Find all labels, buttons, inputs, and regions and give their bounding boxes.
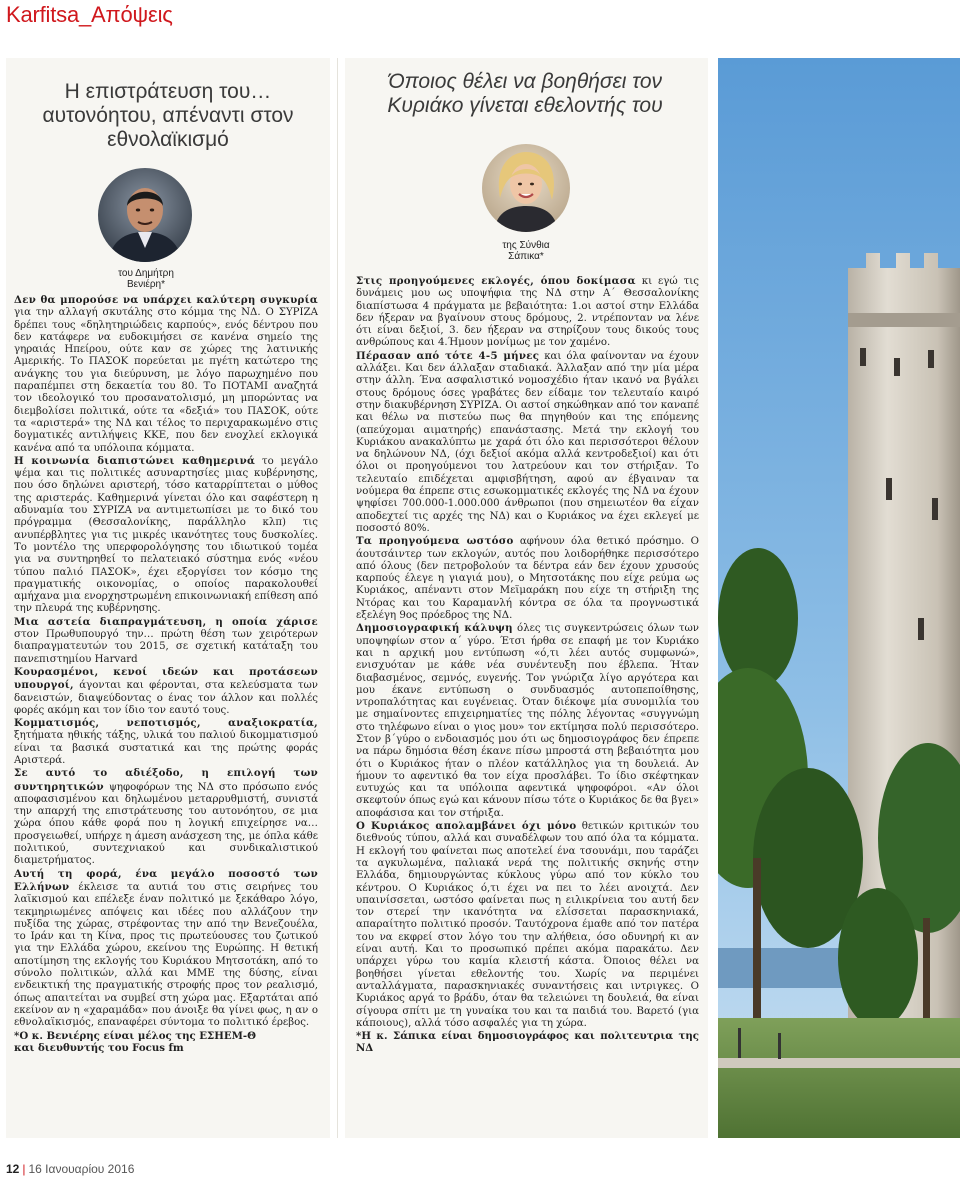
paragraph-lead: Κουρασμένοι, κενοί ιδεών και προτάσεων υπουργοί, (14, 665, 318, 692)
paragraph (14, 294, 318, 455)
byline-author: Βενιέρη* (127, 279, 165, 290)
paragraph-text: για την αλλαγή σκυτάλης στο κόμμα της ΝΔ. Ο ΣΥΡΙΖΑ δρέπει τους «δηλητηριώδεις καρπούς», ενός δέντρου που δεν κατάφερε να ευδοκιμήσει σε κανένα σημείο της γηραιάς Ηπείρου, ούτε καν σε χώρες της λατινικής Αμερικής. Το ΠΑΣΟΚ πορεύεται με πγέτη κατώτερο της ανάγκης του για διεύρυνση, με λόγο παρωχημένο που παραπέμπει στη δεκαετία του 80. Το ΠΟΤΑΜΙ αναζητά τον ιδεολογικό του προσανατολισμό, μη μπορώντας να διεμβολίσει πολιτικά, ούτε τα «δεξιά» του ΠΑΣΟΚ, ούτε τα «αριστερά» της ΝΔ και τέλος το περιχαρακωμένο στις δογματικές αντιλήψεις ΚΚΕ, που δεν ενοχλεί εκλογικά κανένα από τα υπόλοιπα κόμματα. (14, 307, 318, 454)
issue-date: 16 Ιανουαρίου 2016 (28, 1162, 135, 1176)
paragraph-lead: Δεν θα μπορούσε να υπάρχει καλύτερη συγκυρία (14, 294, 318, 306)
paragraph-lead: Αυτή τη φορά, ένα μεγάλο ποσοστό των Ελλήνων (14, 867, 318, 893)
left-article-headline: Η επιστράτευση του… αυτονόητου, απέναντι στον εθνολαϊκισμό (42, 80, 294, 151)
paragraph-text: ξητήματα ηθικής τάξης, υλικά του παλιού δικομματισμού είναι τα βασικά συστατικά και της πρώτης φοράς Αριστερά. (14, 730, 318, 766)
page-number: 12 (6, 1162, 20, 1176)
middle-article-body (356, 275, 699, 1055)
paragraph-lead: Κομματισμός, νεποτισμός, αναξιοκρατία, (14, 717, 318, 730)
paragraph (14, 455, 318, 616)
paragraph (356, 820, 699, 1030)
paragraph (14, 868, 318, 1030)
footer-separator: | (22, 1162, 26, 1176)
paragraph (14, 666, 318, 717)
paragraph-text: κι εγώ τις δυνάμεις μου ως υποψήφια της ΝΔ στην Α΄ Θεσσαλονίκης διαπίστωσα 4 πράγματα με βεβαιότητα: 1.οι αστοί στην Ελλάδα δεν ήξεραν να βγαίνουν στους δρόμους, 2. ντρέπονταν να λένε ότι είναι δεξιοί, 3. δεν ήξεραν να στηρίζουν τους δικούς τους ανθρώπους και 4.Ήμουν μονίμως με τον χαμένο. (356, 276, 699, 349)
paragraph-text: θετικών κριτικών του διεθνούς τύπου, αλλά και συναδέλφων του από όλα τα κόμματα. Η εκλογή του φαίνεται πως αποτελεί ένα τσουνάμι, που ταράζει τα αγκυλωμένα, παλιακά νερά της πολιτικής σκηνής στην Ελλάδα, δημιουργώντας κύκλους γύρω από τον κύκλο του κέντρου. Ο Κυριάκος ό,τι έχει να πει το λέει ανοιχτά. Δεν υπαινίσσεται, ωστόσο φαίνεται πως η ειλικρίνεια του αυτή δεν τον στερεί την ικανότητα να ελίσσεται παρασκηνιακά, απαραίτητο πολιτικό προσόν. Ταυτόχρονα έμαθε από τον πατέρα του να εκφρεί στον λόγο του την αλήθεια, όσο οδυνηρή κι αν είναι αυτή. Και το προσωπικό πρέπει ακόμα παρακάτω. Δεν υπάρχει γύρω του καμία κλειστή κάστα. Όποιος θέλει να βοηθήσει γίνεται εθελοντής του. Χωρίς να περιμένει ανταλλάγματα, παρασκηνιακές συναντήσεις και ιντριγκες. Ο Κυριάκος αργά το βράδυ, όταν θα τελειώνει τη δουλειά, θα είναι σίγουρα σπίτι με τη γυναίκα του και τα παιδιά του. Βαρετό (για κάποιους), αλλά τόσο ασφαλές για τη χώρα. (356, 821, 699, 1029)
paragraph-lead: Τα προηγούμενα ωστόσο (356, 535, 514, 548)
paragraph-text: και όλα φαίνονταν να έχουν αλλάξει. Και δεν άλλαξαν σταδιακά. Άλλαξαν από την μία μέρα στην άλλη. Ένα ασφαλιστικό νομοσχέδιο ήταν ικανό να βγάλει στους δρόμους όσες γραβάτες δεν είδαμε τον τελευταίο καιρό στην διακυβέρνηση ΣΥΡΙΖΑ. Οι αστοί σηκώθηκαν από τον καναπέ και θέλω να πιστεύω πως θα πηγηθούν και της επόμενης (απεύχομαι αιματηρής) επανάστασης. Μετά την εκλογή του Κυριάκου ανακαλύπτω με χαρά ότι όλο και περισσότεροι θέλουν να δηλώνουν ΝΔ, (όχι δεξιοί ακόμα αλλά κεντροδεξιοί) και ότι όλοι οι προηγούμενοι του λατρεύουν και τον στήριξαν. Το τελευταίο επιδέχεται αμφισβήτηση, αφού αν έβγαιναν τα νούμερα θα έπρεπε στις εσωκομματικές εκλογές της ΝΔ να έχουν ψηφίσει 700.000-1.000.000 άνθρωποι (που σημειωτέον θα είχαν αποδεχτεί τις αρχές της ΝΔ) και ο Κυριάκος να έχει εκλεγεί με ποσοστό 80%. (356, 350, 700, 534)
paragraph-lead: Ο Κυριάκος απολαμβάνει όχι μόνο (356, 820, 577, 833)
middle-article-headline: Όποιος θέλει να βοηθήσει τον Κυριάκο γίνεται εθελοντής του (387, 70, 663, 117)
paragraph-lead: Σε αυτό το αδιέξοδο, η επιλογή των συντηρητικών (14, 767, 318, 793)
byline-prefix: της Σύνθια (502, 240, 550, 251)
author-note-1: *Ο κ. Βενιέρης είναι μέλος της ΕΣΗΕΜ-Θ (14, 1029, 256, 1042)
author-portrait-sapika (482, 144, 570, 232)
paragraph (14, 717, 318, 767)
paragraph-lead: Πέρασαν από τότε 4-5 μήνες (356, 349, 540, 362)
middle-byline (470, 240, 582, 262)
left-article-body (14, 294, 318, 1054)
author-note: *Η κ. Σάπικα είναι δημοσιογράφος και πολιτευτρια της ΝΔ (356, 1030, 699, 1055)
left-byline (96, 268, 196, 290)
paragraph (14, 767, 318, 867)
paragraph (356, 275, 699, 350)
white-tower-photo (718, 58, 960, 1138)
paragraph (356, 535, 699, 622)
paragraph (14, 616, 318, 666)
column-divider (337, 58, 338, 1138)
paragraph-lead: Στις προηγούμενες εκλογές, όπου δοκίμασα (356, 275, 636, 287)
author-portrait-venieris (98, 168, 192, 262)
author-note-2: και διευθυντής του Focus fm (14, 1041, 184, 1054)
paragraph-text: αφήνουν όλα θετικό πρόσημο. Ο άουτσάιντερ των εκλογών, αυτός που λοιδορήθηκε περισσότερο από όλους (δεν πετροβολούν τα δέντρα εάν δεν έχουν χρυσούς καρπούς έλεγε η γιαγιά μου), ο Μητσοτάκης που είχε ρεύμα ως Κυριάκος, απέναντι στον Μεϊμαράκη που είχε τη στήριξη της Ντόρας και του Καραμανλή κόντρα σε όλα τα προγνωστικά εξελέγη 9ος πρόεδρος της ΝΔ. (356, 536, 700, 622)
paragraph-text: όλες τις συγκεντρώσεις όλων των υποψηφίων στον α΄ γύρο. Έτσι ήρθα σε επαφή με τον Κυριάκο και n αρχική μου εντύπωση «ό,τι λέει αυτός συμφωνώ», ενισχυόταν με κάθε νέα συνέντευξη που έβλεπα. Ήταν διαβασμένος, σεμνός, ευγενής. Τον γνώριζα λίγο αργότερα και μου έκανε εντύπωση ο συνδυασμός αυτοπεποίθησης, ντροπαλότητας και ευγένειας. Όταν διέκοψε μία συνομιλία του με σημαίνοντες επιχειρηματίες της πόλης λέγοντας «συγγνώμη στο τηλέφωνο είναι ο γιος μου» τον εκτίμησα πολύ περισσότερο. Στον β΄γύρο ο ενδοιασμός μου ότι ως δημοσιογράφος δεν έπρεπε να πάρω δημόσια θέση έκανε πίσω μπροστά στη βεβαιότητα μου ότι ο Κυριάκος ήταν ο πλέον κατάλληλος για τη δουλειά. Αν ήμουν το αφεντικό θα τον είχα προσλάβει. Το ίδιο σκέφτηκαν ευτυχώς και τα υπόλοιπα αφεντικά ψηφοφόροι. «Αν όλοι σκεφτούν όπως εγώ και κάνουν πίσω τότε ο Κυριάκος δε θα βγει» αποφάσισα και τον στήριξα. (356, 623, 699, 819)
section-title: Karfitsa_Απόψεις (6, 2, 173, 27)
paragraph (356, 350, 699, 535)
byline-prefix: του Δημήτρη (118, 268, 174, 279)
paragraph-text: άγονται και φέρονται, στα κελεύσματα των δανειστών, διαψεύδοντας ο ένας τον άλλον και πολλές φορές ακόμη και τον ίδιο τον εαυτό τους. (14, 680, 318, 716)
paragraph-text: έκλεισε τα αυτιά του στις σειρήνες του λαϊκισμού και επέλεξε έναν πολιτικό με ξεκάθαρο λόγο, τεκμηριωμένες απόψεις και ιδέες που αλλάζουν την πυξίδα της χώρας, στρέφοντας την από την Βενεζουέλα, το Ιράν και τη Κίνα, προς τις πρωτεύουσες του ζωτικού για την Ελλάδα χώρου, εκείνου της Ευρώπης. Η θετική αποτίμηση της εκλογής του Κυριάκου Μητσοτάκη, από το σύνολο πολιτικών, αλλά και ΜΜΕ της δύσης, είναι ενδεικτική της πραγματικής στροφής προς τον ρεαλισμό, όπως απαιτείται να συμβεί στη χώρα μας. Εξαρτάται από εκείνον αν η «χαραμάδα» που άνοιξε θα γίνει φως, η αν ο εθνολαϊκισμός, επαναφέρει σύντομα το πολιτικό έρεβος. (14, 881, 318, 1029)
paragraph-text: το μεγάλο ψέμα και τις πολιτικές ασυναρτησίες μιας κυβέρνησης, που όσο δηλώνει αριστερή, τόσο καταρρίπτεται ο μύθος της αριστεράς. Καθημερινά γίνεται όλο και σαφέστερη η αδυναμία του ΣΥΡΙΖΑ να αντιμετωπίσει με το δικό του πρόγραμμα (Θεσσαλονίκης, παράλληλο κλπ) τις ανυπέρβλητες για τις μικρές ικανότητες τους δυσκολίες. Το μοντέλο της υπερφορολόγησης του ιδιωτικού τομέα για να συντηρηθεί το πελατειακό σύστημα ενός «νέου τύπου παλιό ΠΑΣΟΚ», έχει εξοργίσει τον κόσμο της πραγματικής οικονομίας, ο οποίος παρακολουθεί αμήχανα μια ενορχηστρωμένη επικοινωνιακή επίθεση από την πλευρά της κυβέρνησης. (14, 455, 319, 615)
paragraph-text: στον Πρωθυπουργό την… πρώτη θέση των χειρότερων διαπραγματευτών του 2015, σε σχετική κατάταξη του πανεπιστημίου Harvard (14, 629, 318, 665)
paragraph-lead: Δημοσιογραφική κάλυψη (356, 622, 513, 635)
paragraph-text: ψηφοφόρων της ΝΔ στο πρόσωπο ενός αποφασισμένου και δηλωμένου μεταρρυθμιστή, συνιστά την απαρχή της επιστράτευσης του αυτονόητου, σε μια χώρα όπου κάθε φορά που η λογική επιχείρησε να… προσγειωθεί, υπήρχε η άμεση ανάσχεση της, με όπλα κάθε πολιτικού, συντεχνιακού και συνδικαλιστικού διαμετρήματος. (14, 781, 318, 867)
paragraph (356, 622, 699, 820)
paragraph-lead: Μια αστεία διαπραγμάτευση, η οποία χάρισε (14, 615, 318, 628)
paragraph-lead: Η κοινωνία διαπιστώνει καθημερινά (14, 454, 256, 467)
page-footer (6, 1162, 134, 1176)
byline-author: Σάπικα* (508, 251, 544, 262)
